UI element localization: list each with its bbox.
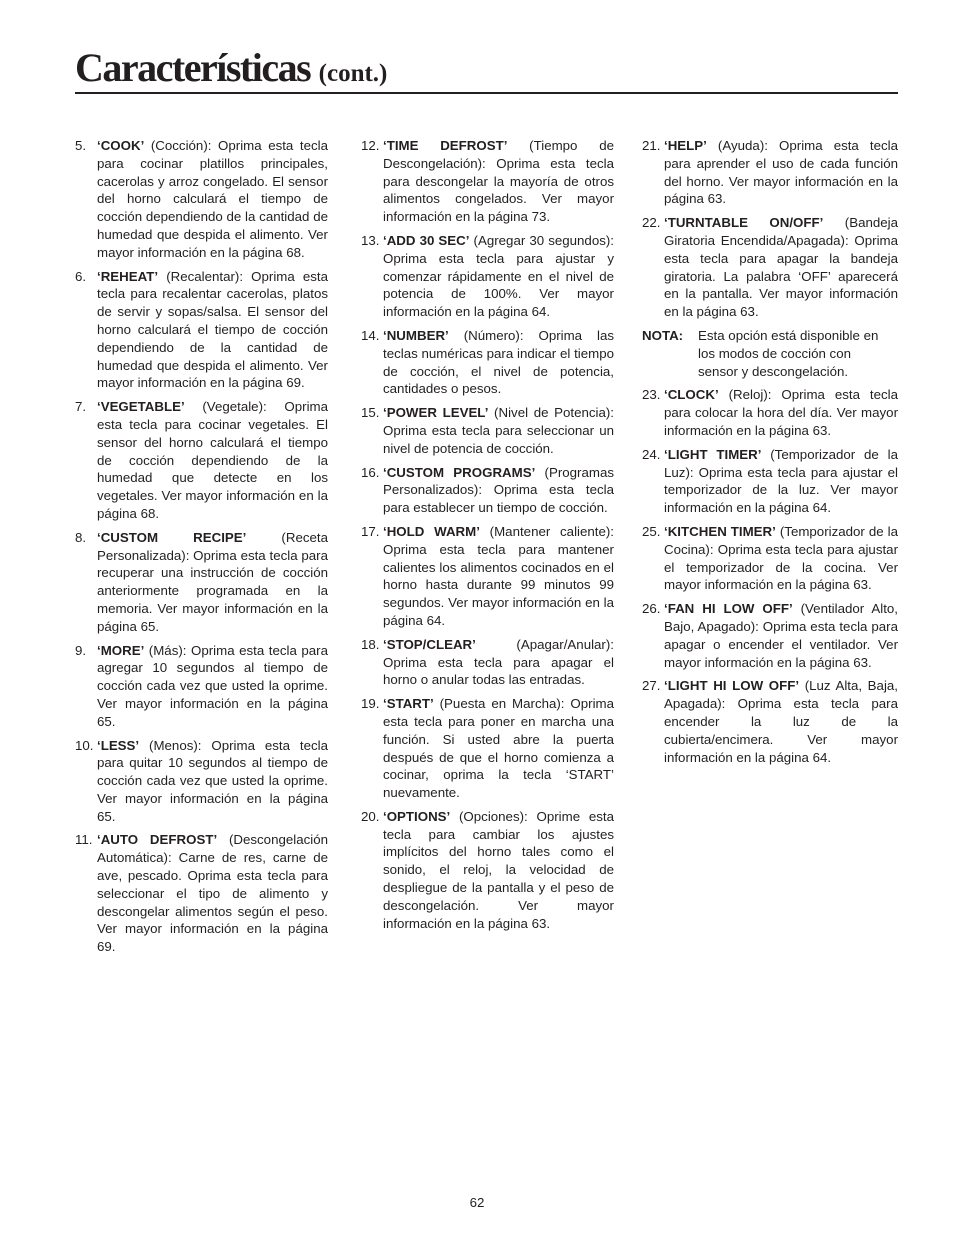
item-description: (Luz Alta, Baja, Apagada): Oprima esta tecla para encender la luz de la cubierta/encimera. Ver mayor información en la página 64. [664, 678, 898, 765]
list-item [361, 636, 614, 689]
key-name: ‘VEGETABLE’ [97, 399, 185, 415]
item-description: (Nivel de Potencia): Oprima esta tecla para seleccionar un nivel de potencia de cocción. [383, 405, 615, 456]
item-number: 5. [75, 138, 87, 153]
item-description: (Vegetale): Oprima esta tecla para cocinar vegetales. El sensor del horno calculará el tiempo de cocción dependiendo de la humedad que detecte en los vegetales. Ver mayor información en la página 68. [97, 399, 328, 521]
list-item [75, 268, 328, 393]
list-item [361, 808, 614, 933]
item-number: 11. [75, 832, 93, 848]
item-number: 19. [361, 696, 380, 712]
item-text [97, 529, 328, 636]
key-name: ‘KITCHEN TIMER’ [664, 523, 776, 539]
key-name: ‘STOP/CLEAR’ [383, 636, 476, 652]
list-item [361, 523, 614, 630]
item-text [97, 398, 328, 523]
item-number: 17. [361, 523, 380, 539]
item-text [383, 523, 614, 630]
list-item [75, 398, 328, 523]
key-name: ‘MORE’ [97, 642, 145, 658]
item-number: 10. [75, 737, 94, 753]
list-item [361, 404, 614, 457]
item-number: 21. [642, 138, 661, 153]
title-rule [75, 92, 898, 94]
item-description: (Descongelación Automática): Carne de res, carne de ave, pescado. Oprima esta tecla para seleccionar el tipo de alimento y descongelar alimentos según el peso. Ver mayor información en la página 69. [97, 832, 328, 955]
item-number: 20. [361, 808, 380, 824]
item-number: 6. [75, 268, 87, 284]
item-description: (Temporizador de la Luz): Oprima esta tecla para ajustar el temporizador de la luz. Ver mayor información en la página 64. [664, 446, 898, 516]
item-description: (Ayuda): Oprima esta tecla para aprender el uso de cada función del horno. Ver mayor información en la página 63. [664, 138, 898, 207]
item-description: (Apagar/Anular): Oprima esta tecla para apagar el horno o anular todas las entradas. [383, 636, 614, 688]
item-number: 27. [642, 678, 661, 694]
item-description: (Bandeja Giratoria Encendida/Apagada): Oprima esta tecla para apagar la bandeja giratoria. La palabra ‘OFF’ aparecerá en la pantalla. Ver mayor información en la página 63. [664, 215, 898, 320]
key-name: ‘CUSTOM RECIPE’ [97, 529, 247, 545]
item-text [383, 232, 614, 321]
item-number: 7. [75, 399, 87, 415]
item-text [383, 808, 614, 933]
note-block [642, 327, 898, 380]
item-text [97, 831, 328, 956]
item-description: (Mantener caliente): Oprima esta tecla para mantener calientes los alimentos cocinados en el horno hasta durante 99 minutos 99 segundos. Ver mayor información en la página 64. [383, 523, 614, 628]
key-name: ‘HOLD WARM’ [383, 523, 480, 539]
item-number: 12. [361, 138, 380, 153]
key-name: ‘TIME DEFROST’ [383, 138, 508, 153]
item-description: (Agregar 30 segundos): Oprima esta tecla para ajustar y comenzar rápidamente en el nivel de potencia de 100%. Ver mayor información en la página 64. [383, 232, 614, 320]
item-text [664, 600, 898, 671]
item-description: (Programas Personalizados): Oprima esta tecla para establecer un tiempo de cocción. [383, 464, 615, 516]
item-text [97, 642, 328, 731]
item-text [383, 327, 614, 398]
item-description: (Ventilador Alto, Bajo, Apagado): Oprima esta tecla para apagar o encender el ventilador. Ver mayor información en la página 63. [664, 601, 898, 670]
list-item [75, 642, 328, 731]
item-number: 18. [361, 636, 380, 652]
note-text: Esta opción está disponible en los modos de cocción con sensor y descongelación. [698, 327, 879, 379]
item-number: 8. [75, 529, 87, 545]
item-number: 15. [361, 405, 380, 421]
key-name: ‘TURNTABLE ON/OFF’ [664, 215, 824, 231]
list-item [75, 137, 328, 262]
list-item [642, 677, 898, 766]
item-description: (Puesta en Marcha): Oprima esta tecla para poner en marcha una función. Si usted abre la puerta después de que el horno comienza a cocinar, oprima la tecla ‘START’ nuevamente. [383, 696, 614, 801]
key-name: ‘START’ [383, 696, 434, 712]
item-description: (Cocción): Oprima esta tecla para cocinar platillos principales, cacerolas y arroz congelado. El sensor del horno calculará el tiempo de cocción dependiendo de la cantidad de humedad que despida el alimento. Ver mayor información en la página 68. [97, 138, 328, 260]
list-item [642, 386, 898, 439]
list-item [361, 232, 614, 321]
item-number: 9. [75, 642, 87, 658]
item-text [664, 677, 898, 766]
key-name: ‘LIGHT TIMER’ [664, 446, 762, 462]
key-name: ‘LESS’ [97, 737, 140, 753]
key-name: ‘REHEAT’ [97, 268, 159, 284]
list-item [642, 446, 898, 517]
key-name: ‘ADD 30 SEC’ [383, 232, 470, 248]
item-description: (Recalentar): Oprima esta tecla para recalentar cacerolas, platos de servir y sopas/salsa. El sensor del horno calculará el tiempo de cocción dependiendo de la cantidad de humedad que despida el alimento. Ver mayor información en la página 69. [97, 268, 328, 391]
key-name: ‘OPTIONS’ [383, 808, 451, 824]
item-number: 25. [642, 523, 661, 539]
key-name: ‘HELP’ [664, 138, 707, 153]
item-text [97, 268, 328, 393]
page-number: 62 [469, 1195, 485, 1210]
item-description: (Temporizador de la Cocina): Oprima esta tecla para ajustar el temporizador de la cocina. Ver mayor información en la página 63. [664, 523, 898, 593]
list-item [642, 137, 898, 208]
key-name: ‘AUTO DEFROST’ [97, 832, 218, 848]
item-text [664, 523, 898, 594]
item-text [664, 446, 898, 517]
item-text [383, 404, 614, 457]
list-item [75, 737, 328, 826]
list-item [361, 327, 614, 398]
key-name: ‘CLOCK’ [664, 387, 719, 403]
title-main: Características [75, 45, 311, 90]
note-label: NOTA: [642, 327, 684, 343]
key-name: ‘COOK’ [97, 138, 145, 153]
item-text [97, 137, 328, 262]
item-description: (Menos): Oprima esta tecla para quitar 10 segundos al tiempo de cocción cada vez que usted la oprime. Ver mayor información en la página 65. [97, 737, 328, 824]
list-item [642, 600, 898, 671]
key-name: ‘LIGHT HI LOW OFF’ [664, 678, 800, 694]
list-item [361, 695, 614, 802]
list-item [642, 214, 898, 321]
item-description: (Receta Personalizada): Oprima esta tecla para recuperar una instrucción de cocción anteriormente programada en la memoria. Ver mayor información en la página 65. [97, 529, 328, 634]
item-number: 26. [642, 601, 661, 617]
key-name: ‘FAN HI LOW OFF’ [664, 601, 793, 617]
item-description: (Reloj): Oprima esta tecla para colocar la hora del día. Ver mayor información en la página 63. [664, 387, 898, 438]
list-item [361, 137, 614, 226]
item-text [664, 137, 898, 208]
column-2 [361, 137, 614, 938]
item-text [383, 464, 614, 517]
item-description: (Tiempo de Descongelación): Oprima esta tecla para descongelar la mayoría de otros alimentos congelados. Ver mayor información en la página 73. [383, 138, 614, 225]
item-text [97, 737, 328, 826]
item-description: (Más): Oprima esta tecla para agregar 10 segundos al tiempo de cocción cada vez que usted la oprime. Ver mayor información en la página 65. [97, 642, 328, 729]
item-text [383, 695, 614, 802]
column-1 [75, 137, 328, 962]
item-number: 24. [642, 446, 661, 462]
list-item [75, 831, 328, 956]
item-description: (Opciones): Oprime esta tecla para cambiar los ajustes implícitos del horno tales como el sonido, el reloj, la velocidad de despliegue de la pantalla y el peso de descongelación. Ver mayor información en la página 63. [383, 808, 614, 931]
key-name: ‘CUSTOM PROGRAMS’ [383, 464, 536, 480]
item-number: 16. [361, 464, 380, 480]
key-name: ‘POWER LEVEL’ [383, 405, 489, 421]
item-number: 22. [642, 215, 661, 231]
item-text [383, 636, 614, 689]
list-item [642, 523, 898, 594]
column-3 [642, 137, 898, 772]
item-text [664, 214, 898, 321]
title-subtitle: (cont.) [318, 60, 388, 87]
item-text [383, 137, 614, 226]
list-item [75, 529, 328, 636]
key-name: ‘NUMBER’ [383, 327, 449, 343]
item-number: 14. [361, 327, 380, 343]
list-item [361, 464, 614, 517]
item-description: (Número): Oprima las teclas numéricas para indicar el tiempo de cocción, el nivel de potencia, cantidades o pesos. [383, 327, 614, 397]
item-number: 23. [642, 387, 661, 403]
item-text [664, 386, 898, 439]
item-number: 13. [361, 232, 380, 248]
page-title [75, 45, 388, 90]
